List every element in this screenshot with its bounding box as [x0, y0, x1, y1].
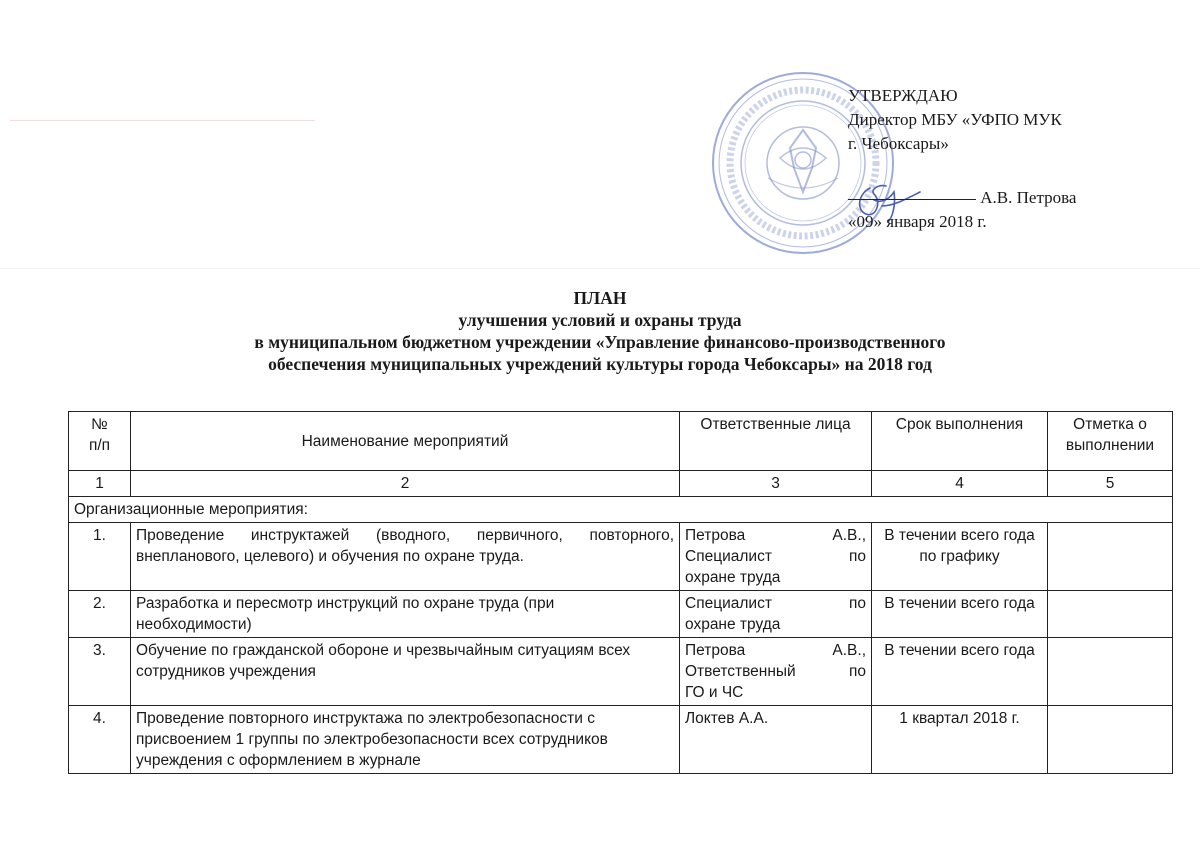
responsible-line: Специалист по: [685, 548, 866, 565]
header-number-line1: №: [91, 416, 108, 433]
signature-blank: [848, 199, 976, 200]
row-responsible: [680, 523, 872, 591]
header-mark-line1: Отметка о: [1073, 416, 1147, 433]
table-row: [69, 591, 1173, 638]
scan-artifact-line: [0, 268, 1200, 269]
signer-name: А.В. Петрова: [980, 188, 1077, 207]
document-title: [0, 287, 1200, 375]
row-responsible: [680, 591, 872, 638]
column-number: 5: [1048, 471, 1173, 497]
header-activity-name: Наименование мероприятий: [131, 412, 680, 471]
approval-block: [848, 84, 1188, 234]
row-activity: Проведение инструктажей (вводного, первичного, повторного, внепланового, целевого) и обучения по охране труда.: [131, 523, 680, 591]
row-activity: Обучение по гражданской обороне и чрезвычайным ситуациям всех сотрудников учреждения: [131, 638, 680, 706]
row-completion-mark: [1048, 523, 1173, 591]
header-number: [69, 412, 131, 471]
approve-word: УТВЕРЖДАЮ: [848, 86, 958, 105]
responsible-line: Петрова А.В.,: [685, 527, 866, 544]
section-title: Организационные мероприятия:: [69, 497, 1173, 523]
title-line2: улучшения условий и охраны труда: [458, 310, 742, 330]
title-line3: в муниципальном бюджетном учреждении «Управление финансово-производственного: [254, 332, 946, 352]
row-activity: Проведение повторного инструктажа по электробезопасности с присвоением 1 группы по электробезопасности всех сотрудников учреждения с оформлением в журнале: [131, 706, 680, 774]
approver-position-line2: г. Чебоксары»: [848, 134, 949, 153]
responsible-line: Специалист по: [685, 595, 866, 612]
table-row: [69, 638, 1173, 706]
row-completion-mark: [1048, 591, 1173, 638]
section-row: [69, 497, 1173, 523]
approval-date: «09» января 2018 г.: [848, 212, 987, 231]
scan-artifact-line: [10, 120, 315, 121]
row-responsible: [680, 706, 872, 774]
table-header-row: [69, 412, 1173, 471]
row-completion-mark: [1048, 638, 1173, 706]
responsible-line: охране труда: [685, 616, 781, 633]
row-number: 3.: [69, 638, 131, 706]
row-deadline: В течении всего года: [872, 638, 1048, 706]
row-deadline: В течении всего года: [872, 591, 1048, 638]
responsible-line: Локтев А.А.: [685, 710, 769, 727]
row-activity: Разработка и пересмотр инструкций по охране труда (при необходимости): [131, 591, 680, 638]
column-number: 2: [131, 471, 680, 497]
row-completion-mark: [1048, 706, 1173, 774]
column-number: 1: [69, 471, 131, 497]
title-line4: обеспечения муниципальных учреждений культуры города Чебоксары» на 2018 год: [268, 354, 932, 374]
responsible-line: ГО и ЧС: [685, 684, 744, 701]
responsible-line: Ответственный по: [685, 663, 866, 680]
header-mark-line2: выполнении: [1065, 437, 1155, 454]
responsible-line: охране труда: [685, 569, 781, 586]
header-number-line2: п/п: [88, 437, 111, 454]
approver-position-line1: Директор МБУ «УФПО МУК: [848, 110, 1062, 129]
title-line1: ПЛАН: [573, 288, 627, 308]
table-row: [69, 523, 1173, 591]
row-deadline: В течении всего года по графику: [872, 523, 1048, 591]
row-responsible: [680, 638, 872, 706]
row-number: 2.: [69, 591, 131, 638]
row-number: 1.: [69, 523, 131, 591]
header-deadline: Срок выполнения: [872, 412, 1048, 471]
responsible-line: Петрова А.В.,: [685, 642, 866, 659]
table-row: [69, 706, 1173, 774]
column-number: 4: [872, 471, 1048, 497]
header-responsible: Ответственные лица: [680, 412, 872, 471]
column-number: 3: [680, 471, 872, 497]
column-number-row: [69, 471, 1173, 497]
row-number: 4.: [69, 706, 131, 774]
header-completion-mark: [1048, 412, 1173, 471]
signature-line: [848, 186, 1188, 210]
plan-table: [68, 411, 1173, 774]
row-deadline: 1 квартал 2018 г.: [872, 706, 1048, 774]
